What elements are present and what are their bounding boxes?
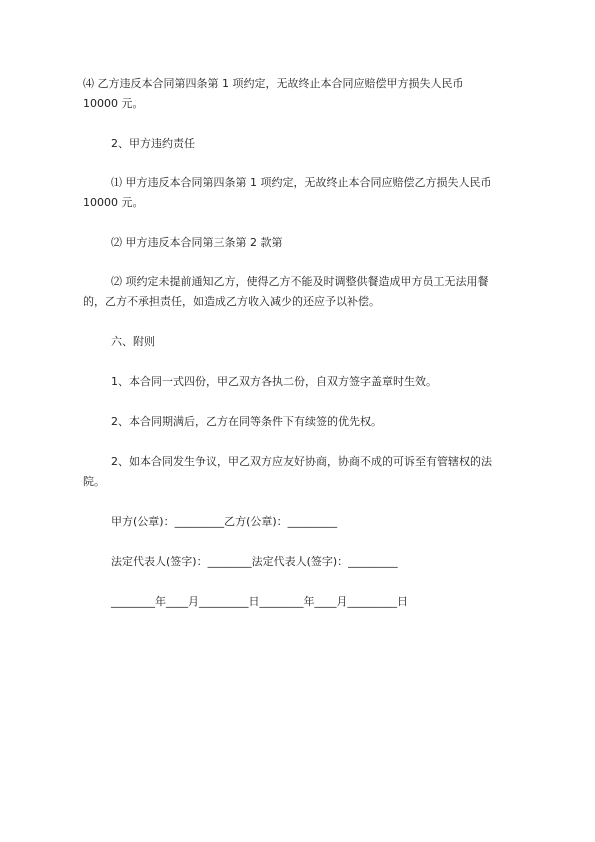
paragraph-renewal: 2、本合同期满后，乙方在同等条件下有续签的优先权。 [83, 415, 382, 428]
paragraph-copies: 1、本合同一式四份，甲乙双方各执二份，自双方签字盖章时生效。 [83, 375, 437, 388]
signature-representative-line: 法定代表人(签字)：________法定代表人(签字)：_________ [83, 555, 398, 568]
paragraph-party-a-item1: ⑴ 甲方违反本合同第四条第 1 项约定，无故终止本合同应赔偿乙方损失人民币 10000 元。 [83, 176, 492, 209]
paragraph-breach-party-b-item4: ⑷ 乙方违反本合同第四条第 1 项约定，无故终止本合同应赔偿甲方损失人民币 10000 元。 [83, 77, 464, 110]
heading-supplementary: 六、附则 [83, 335, 155, 348]
paragraph-party-a-item2: ⑵ 甲方违反本合同第三条第 2 款第 [83, 236, 283, 249]
signature-seal-line: 甲方(公章)：_________乙方(公章)：_________ [83, 515, 338, 528]
heading-party-a-liability: 2、甲方违约责任 [83, 137, 195, 150]
paragraph-party-a-item2-detail: ⑵ 项约定未提前通知乙方，使得乙方不能及时调整供餐造成甲方员工无法用餐 的，乙方不承担责任，如造成乙方收入减少的还应予以补偿。 [83, 275, 489, 308]
signature-date-line: ________年____月_________日________年____月_________日 [83, 595, 408, 608]
paragraph-dispute: 2、如本合同发生争议，甲乙双方应友好协商，协商不成的可诉至有管辖权的法 院。 [83, 455, 492, 488]
